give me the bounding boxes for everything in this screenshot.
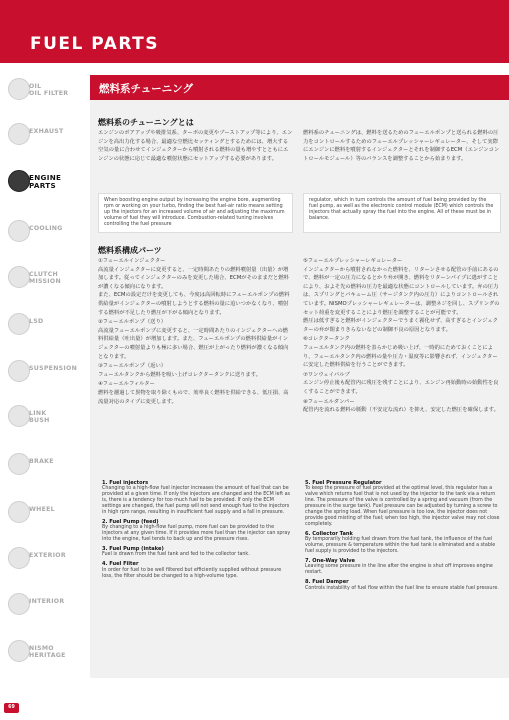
part-en-body: Fuel is drawn from the fuel tank and fed to the collector tank. <box>102 552 250 558</box>
tuning-jp-left: エンジンのボアアップや吸排気系、ターボの変更やブーストアップ等により、エンジンを高出力化する場合、最適な空燃比セッティングとするためには、増大する空気の量に合わせてインジェクターから噴射される燃料の量も増やすとともにエンジンの状態に応じて最適な噴射状態にセットアップする必要があります。 <box>98 130 293 162</box>
parts-en-left <box>102 480 292 580</box>
part-en-body: By temporarily holding fuel drawn from the fuel tank, the influence of the fuel volume, pressure & temperature within the fuel tank is eliminated and a stable fuel supply is provided to the injectors. <box>305 537 496 554</box>
parts-jp-right <box>303 257 501 415</box>
sidebar-item-label: COOLING <box>29 225 63 232</box>
part-en-title: 3. Fuel Pump (intake) <box>102 546 164 553</box>
shock-absorber-icon <box>8 360 30 382</box>
part-en-title: 2. Fuel Pump (feed) <box>102 518 159 525</box>
part-body: 配管内を流れる燃料の脈動（不安定な流れ）を抑え、安定した燃圧を確保します。 <box>303 407 499 414</box>
tuning-jp-right: 燃料系のチューニングは、燃料を送るためのフューエルポンプと送られる燃料の圧力をコントロールするためのフューエルプレッシャーレギュレーター、そして実際にエンジンに燃料を噴射するインジェクターとそれを制御するECM（エンジンコントロールモジュール）等のバランスを調整することから始まります。 <box>303 130 500 162</box>
part-title: ⑥コレクタータンク <box>303 336 350 343</box>
part-en-title: 1. Fuel injectors <box>102 480 149 486</box>
section-title: 燃料系チューニング <box>99 83 193 95</box>
differential-icon <box>8 313 30 335</box>
sidebar-item-label: INTERIOR <box>29 598 65 605</box>
part-body: フューエルタンクから燃料を吸い上げコレクタータンクに送ります。 <box>98 371 261 378</box>
part-body: 高流量インジェクターに変更すると、一定時間あたりの燃料噴射量（出量）が増加します。従ってインジェクターのみを変更した場合、ECMがそのままだと燃料が濃くなる傾向になります。 また、ECMの設定だけを変更しても、今度は高回転時にフューエルポンプの燃料供給量がインジェクターの噴射しようとする燃料の量に追いつかなくなり、噴射する燃料が不足したり燃圧が下がる傾向となります。 <box>98 266 290 316</box>
part-title: ②フューエルポンプ（送り） <box>98 319 167 326</box>
sidebar-item-label: OIL OIL FILTER <box>29 83 69 97</box>
tuning-heading: 燃料系のチューニングとは <box>98 118 194 127</box>
sidebar-item-label: BRAKE <box>29 458 54 465</box>
tuning-en-left: When boosting engine output by increasing the engine bore, augmenting rpm or working on your turbo, finding the best fuel-air ratio means setting up the injectors for an increased volume of air and adjusting the maximum volume of fuel they will introduce. Combustion-related tuning involves controlling the fuel pressure <box>98 193 293 233</box>
sidebar-item-label: LINK BUSH <box>29 410 50 424</box>
part-body: エンジン停止後も配管内に残圧を残すことにより、エンジン再始動時の始動性を良くすることができます。 <box>303 380 499 395</box>
tuning-en-right: regulator, which in turn controls the amount of fuel being provided by the fuel pump, as well as the electronic control module (ECM) which controls the injectors that actually spray the fuel into the engine. All of these must be in balance. <box>303 193 501 233</box>
page-number: 69 <box>4 703 19 713</box>
title-bar <box>0 0 509 63</box>
radiator-icon <box>8 220 30 242</box>
wheel-icon <box>8 501 30 523</box>
sidebar-item-label: NISMO HERITAGE <box>29 645 66 659</box>
part-body: フューエルタンク内の燃料を表らかじめ吸い上げ、一時的にためておくことにより、フューエルタンク内の燃料の量や圧力・温度等に影響されず、インジェクターに安定した燃料供給を行うことができます。 <box>303 344 498 369</box>
section-header <box>90 75 509 100</box>
car-body-icon <box>8 547 30 569</box>
part-en-body: By changing to a high-flow fuel pump, more fuel can be provided to the injectors at any given time. If it provides more fuel than the injector can spray into the engine, fuel tends to back up and the pressure rises. <box>102 525 291 543</box>
category-sidebar <box>0 63 88 678</box>
part-en-title: 4. Fuel Filter <box>102 561 139 568</box>
part-en-body: Controls instability of fuel flow within the fuel line to ensure stable fuel pressure. <box>305 585 499 591</box>
sidebar-item-label: SUSPENSION <box>29 365 78 372</box>
part-en-title: 8. Fuel Damper <box>305 579 349 586</box>
sidebar-item-label: LSD <box>29 318 44 325</box>
part-title: ⑤フューエルプレッシャーレギュレーター <box>303 258 403 264</box>
page-title: FUEL PARTS <box>30 34 160 54</box>
sidebar-item-label: EXHAUST <box>29 128 64 135</box>
sidebar-item-label: EXTERIOR <box>29 552 66 559</box>
link-bush-icon <box>8 405 30 427</box>
brake-icon <box>8 453 30 475</box>
part-en-body: To keep the pressure of fuel provided at the optimal level, this regulator has a valve which returns fuel that is not used by the injector to the tank via a return line. The pressure of the valve is controlled by a spring and vacuum (from the pressure in the surge tank). Fuel pressure can be adjusted by turning a screw to change the spring load. When fuel pressure is too low, the injector does not provide good misting of the fuel; when too high, the injector valve may not close completely. <box>305 486 500 527</box>
oil-filter-icon <box>8 78 30 100</box>
steering-wheel-icon <box>8 593 30 615</box>
part-title: ⑧フューエルダンパー <box>303 398 355 405</box>
parts-jp-left <box>98 257 293 406</box>
part-title: ①フューエルインジェクター <box>98 258 166 264</box>
exhaust-icon <box>8 123 30 145</box>
part-en-body: Leaving some pressure in the line after the engine is shut off improves engine restart. <box>305 564 493 576</box>
part-en-title: 6. Collector Tank <box>305 530 353 537</box>
part-en-title: 7. One-Way Valve <box>305 557 355 564</box>
part-en-body: In order for fuel to be well filtered but efficiently supplied without pressure loss, the filter should be changed to a high-volume type. <box>102 567 282 579</box>
part-body: 高流量フューエルポンプに変更すると、一定時間あたりのインジェクターへの燃料供給量（吐出量）が増加します。また、フューエルポンプの燃料供給量がインジェクターの噴射量よりも極に多い場合、燃圧が上がったり燃料が濃くなる傾向となります。 <box>98 327 289 360</box>
part-en-title: 5. Fuel Pressure Regulator <box>305 480 382 486</box>
part-title: ④フューエルフィルター <box>98 381 155 388</box>
parts-heading: 燃料系構成パーツ <box>98 246 162 255</box>
sidebar-item-label: ENGINE PARTS <box>29 173 62 190</box>
part-title: ③フューエルポンプ（返い） <box>98 363 167 370</box>
part-body: インジェクターから噴射されなかった燃料を、リターンさせる配管の手前にあるので、燃料が一定の圧力になるとかり弁が開き、燃料をリターンパイプに逃がすことにより、およそ先の燃料の圧力を最適な状態にコントロールしています。弁の圧力は、スプリングとバキューム圧（サージタンク内の圧力）によりコントロールされています。NISMOプレッシャーレギュレーターは、調整ネジを回し、スプリングのセット荷重を変更することにより燃圧を調整することが可能です。 燃圧は低すぎると燃料がインジェクターでうまく霧化せず、高すぎるとインジェクターの弁が閉まりきらないなどの制御不良の原因となります。 <box>303 266 500 333</box>
sidebar-item-label: WHEEL <box>29 506 55 513</box>
clutch-icon <box>8 266 30 288</box>
sidebar-item-label: CLUTCH MISSION <box>29 271 61 285</box>
heritage-car-icon <box>8 640 30 662</box>
engine-icon <box>8 170 30 192</box>
part-title: ⑦ワンウェイバルブ <box>303 371 350 378</box>
part-en-body: Changing to a high-flow fuel injector increases the amount of fuel that can be provided at a given time. If only the injectors are changed and the ECM left as is, there is a tendency for too much fuel to be provided. If only the ECM settings are changed, the fuel pump will not send enough fuel to the injectors in high rpm range, resulting in insufficient fuel supply and a fall in pressure. <box>102 486 291 516</box>
parts-en-right <box>305 480 500 591</box>
part-body: 燃料を濾過して異物を取り除くもので、効率良く燃料を供給できる、低圧損、高流量対応のタイプに変更します。 <box>98 389 289 405</box>
